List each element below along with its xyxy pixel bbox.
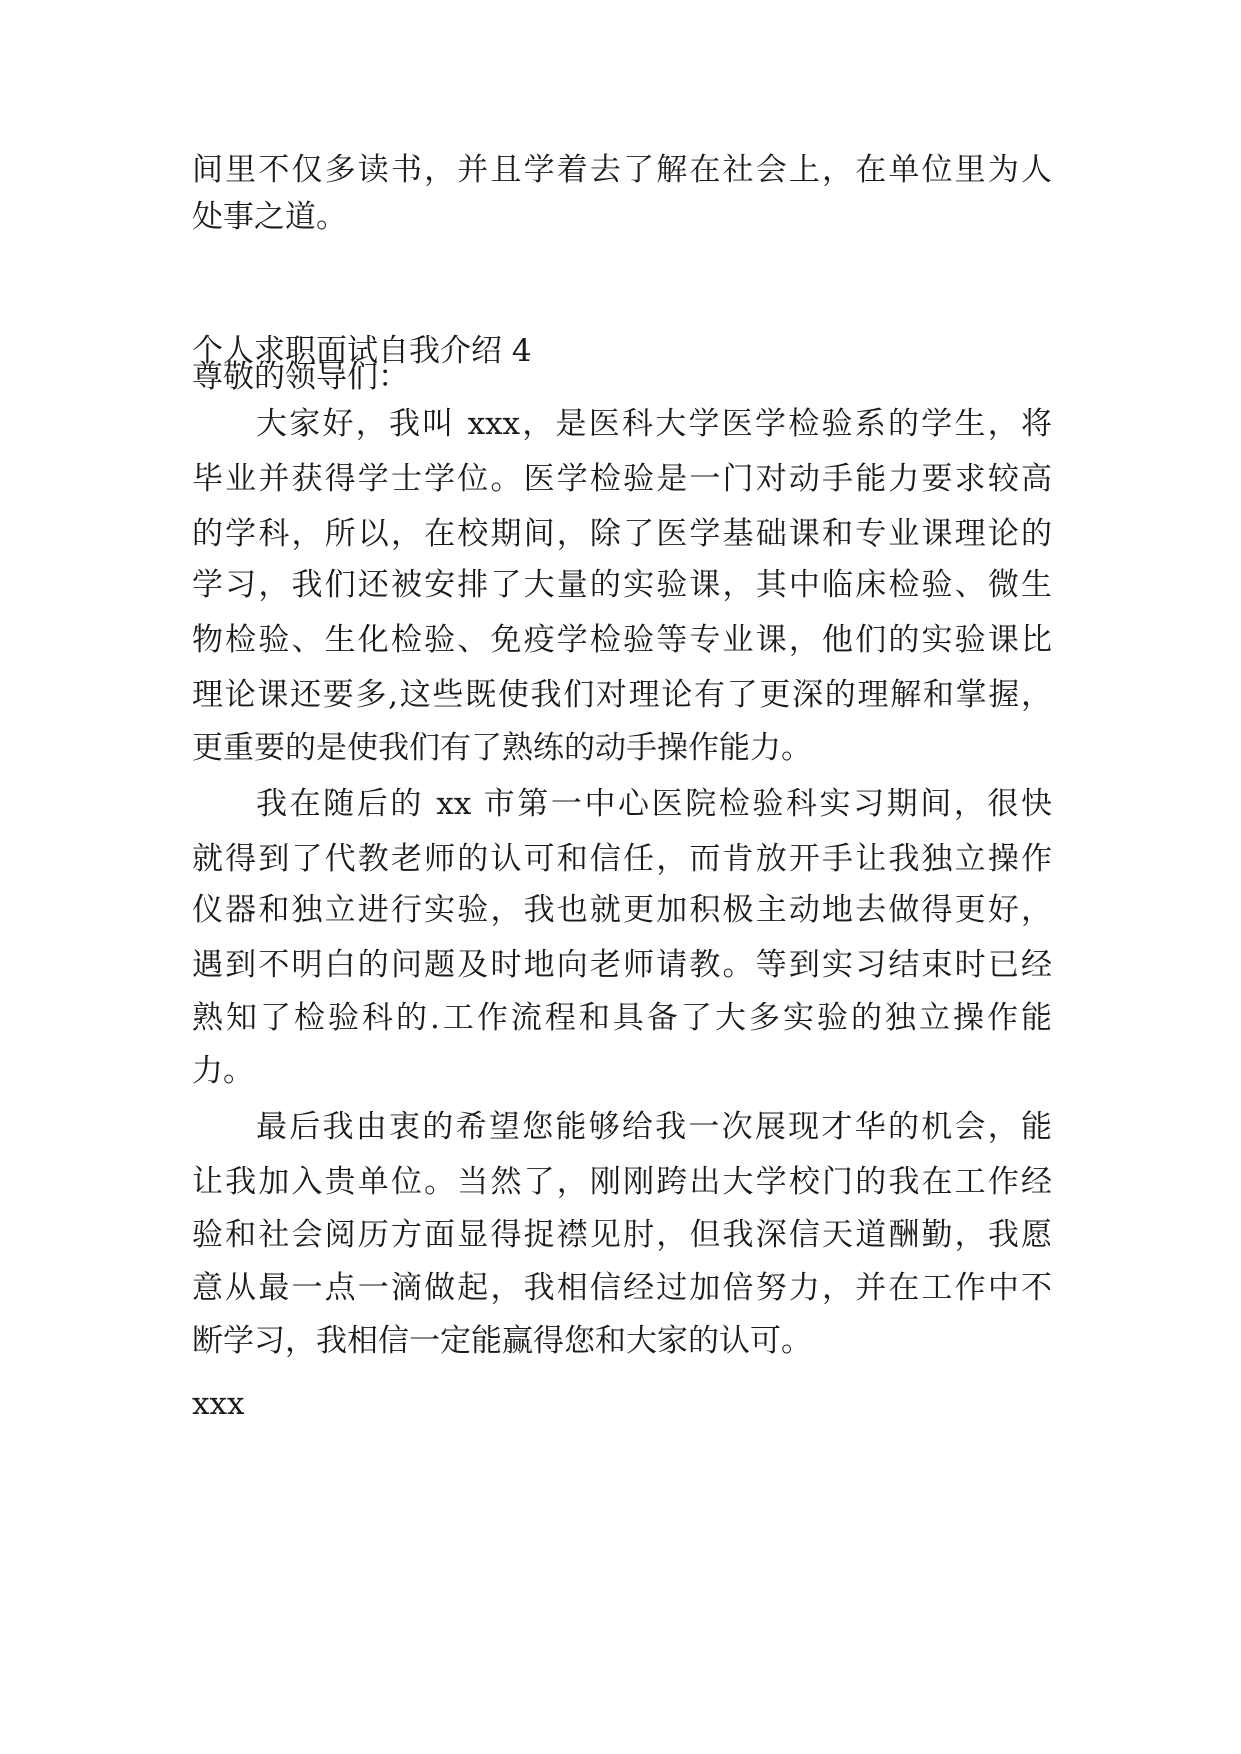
paragraph-1-line-6: 理论课还要多,这些既使我们对理论有了更深的理解和掌握， <box>192 677 1052 713</box>
paragraph-1-line-4: 学习，我们还被安排了大量的实验课，其中临床检验、微生 <box>192 567 1052 603</box>
paragraph-2-line-5: 熟知了检验科的.工作流程和具备了大多实验的独立操作能 <box>192 1000 1052 1036</box>
salutation: 尊敬的领导们： <box>192 359 409 395</box>
paragraph-1-line-1: 大家好，我叫 xxx，是医科大学医学检验系的学生，将 <box>256 406 1052 442</box>
fragment-line-2: 处事之道。 <box>192 199 347 235</box>
paragraph-2-line-4: 遇到不明白的问题及时地向老师请教。等到实习结束时已经 <box>192 947 1052 983</box>
paragraph-2-line-3: 仪器和独立进行实验，我也就更加积极主动地去做得更好， <box>192 892 1052 928</box>
fragment-line-1: 间里不仅多读书，并且学着去了解在社会上，在单位里为人 <box>192 152 1052 188</box>
section-title: 个人求职面试自我介绍 4 <box>192 333 532 369</box>
paragraph-1-line-3: 的学科，所以，在校期间，除了医学基础课和专业课理论的 <box>192 516 1052 552</box>
paragraph-2-line-2: 就得到了代教老师的认可和信任，而肯放开手让我独立操作 <box>192 841 1052 877</box>
paragraph-2-line-6: 力。 <box>192 1053 254 1089</box>
paragraph-1-line-2: 毕业并获得学士学位。医学检验是一门对动手能力要求较高 <box>192 461 1052 497</box>
signature: xxx <box>192 1386 245 1422</box>
paragraph-1-line-5: 物检验、生化检验、免疫学检验等专业课，他们的实验课比 <box>192 622 1052 658</box>
paragraph-3-line-4: 意从最一点一滴做起，我相信经过加倍努力，并在工作中不 <box>192 1270 1052 1306</box>
paragraph-3-line-5: 断学习，我相信一定能赢得您和大家的认可。 <box>192 1323 812 1359</box>
paragraph-2-line-1: 我在随后的 xx 市第一中心医院检验科实习期间，很快 <box>256 786 1052 822</box>
paragraph-1-line-7: 更重要的是使我们有了熟练的动手操作能力。 <box>192 730 812 766</box>
paragraph-3-line-3: 验和社会阅历方面显得捉襟见肘，但我深信天道酬勤，我愿 <box>192 1217 1052 1253</box>
paragraph-3-line-2: 让我加入贵单位。当然了，刚刚跨出大学校门的我在工作经 <box>192 1164 1052 1200</box>
paragraph-3-line-1: 最后我由衷的希望您能够给我一次展现才华的机会，能 <box>256 1109 1052 1145</box>
